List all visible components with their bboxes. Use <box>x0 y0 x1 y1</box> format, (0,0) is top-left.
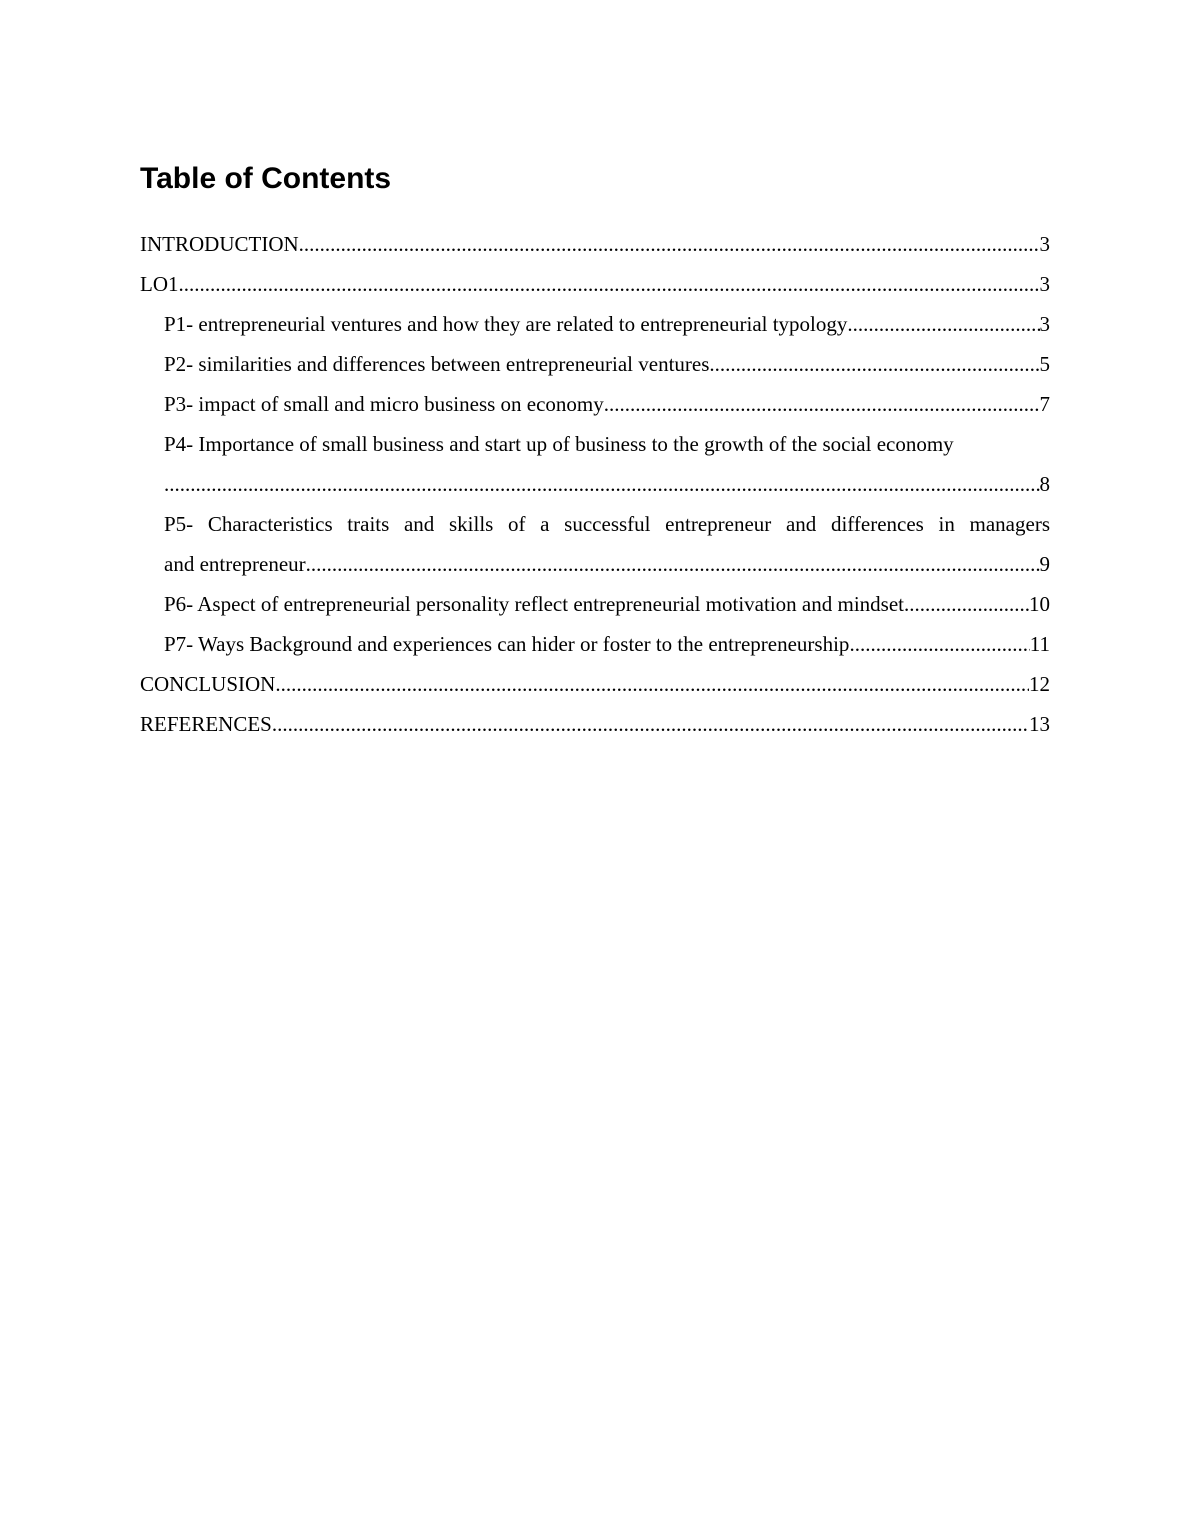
toc-entry-text: P4- Importance of small business and start up of business to the growth of the social economy <box>164 432 954 456</box>
page-title: Table of Contents <box>140 162 392 195</box>
toc-entry-text: P6- Aspect of entrepreneurial personality reflect entrepreneurial motivation and mindset <box>164 592 904 616</box>
toc-entry-p5[interactable] <box>140 504 1050 584</box>
leader-dots <box>272 704 1029 744</box>
toc-entry-text: P1- entrepreneurial ventures and how they are related to entrepreneurial typology <box>164 312 848 336</box>
toc-entry-p2[interactable] <box>140 344 1050 384</box>
leader-dots <box>709 344 1039 384</box>
toc-entry-lo1[interactable] <box>140 264 1050 304</box>
toc-page-number: 3 <box>1039 232 1050 256</box>
leader-dots <box>179 264 1040 304</box>
toc-entry-text: LO1 <box>140 272 179 296</box>
leader-dots <box>275 664 1029 704</box>
leader-dots <box>604 384 1040 424</box>
toc-entry-conclusion[interactable] <box>140 664 1050 704</box>
toc-entry-p7[interactable] <box>140 624 1050 664</box>
toc-page-number: 3 <box>1039 272 1050 296</box>
toc-entry-text-cont: and entrepreneur <box>164 552 306 576</box>
toc-page-number: 11 <box>1029 632 1050 656</box>
leader-dots <box>847 304 1039 344</box>
toc-page-number: 9 <box>1039 552 1050 576</box>
toc-entry-text: REFERENCES <box>140 712 272 736</box>
leader-dots <box>299 224 1040 264</box>
leader-dots <box>164 464 1040 504</box>
toc-page-number: 8 <box>1039 472 1050 496</box>
toc-page-number: 13 <box>1029 712 1050 736</box>
toc-page-number: 10 <box>1029 592 1050 616</box>
toc-entry-p1[interactable] <box>140 304 1050 344</box>
toc-entry-text: P3- impact of small and micro business on economy <box>164 392 604 416</box>
toc-page-number: 12 <box>1029 672 1050 696</box>
leader-dots <box>306 544 1040 584</box>
toc-entry-text: INTRODUCTION <box>140 232 299 256</box>
toc-entry-references[interactable] <box>140 704 1050 744</box>
table-of-contents <box>140 224 1050 744</box>
toc-entry-text: P7- Ways Background and experiences can hider or foster to the entrepreneurship <box>164 632 850 656</box>
leader-dots <box>904 584 1029 624</box>
leader-dots <box>849 624 1029 664</box>
toc-page-number: 7 <box>1039 392 1050 416</box>
toc-entry-p6[interactable] <box>140 584 1050 624</box>
toc-entry-text: P5- Characteristics traits and skills of a successful entrepreneur and differences in managers <box>164 512 1050 536</box>
toc-entry-p3[interactable] <box>140 384 1050 424</box>
toc-entry-text: P2- similarities and differences between entrepreneurial ventures <box>164 352 710 376</box>
toc-page-number: 3 <box>1039 312 1050 336</box>
toc-entry-introduction[interactable] <box>140 224 1050 264</box>
toc-page-number: 5 <box>1039 352 1050 376</box>
toc-entry-p4[interactable] <box>140 424 1050 504</box>
toc-entry-text: CONCLUSION <box>140 672 276 696</box>
